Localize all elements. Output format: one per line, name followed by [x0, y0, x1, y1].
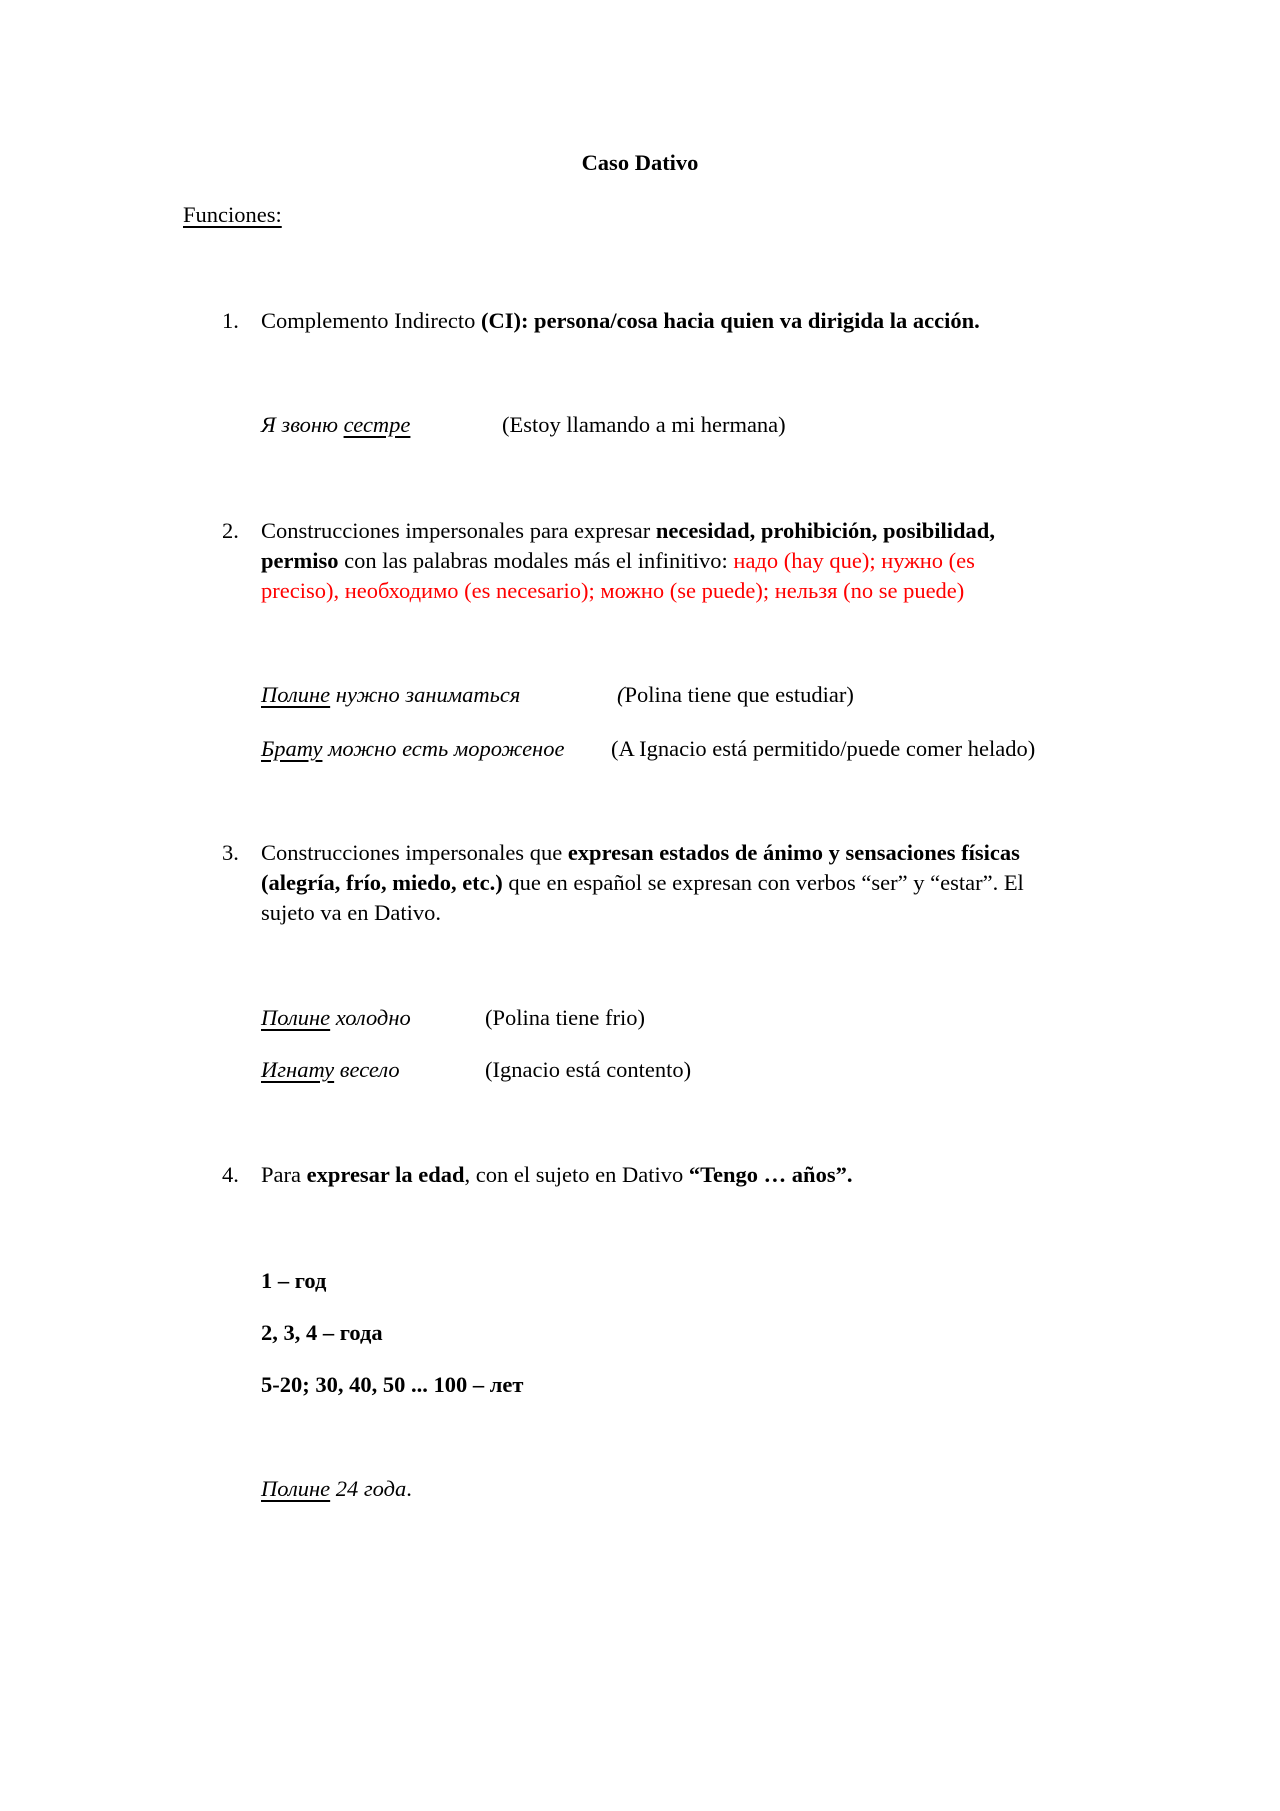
- example-3-1: [261, 1003, 411, 1033]
- item-3-line-2-plain: que en español se expresan con verbos “ser” y “estar”. El: [502, 870, 1024, 895]
- list-number-2: 2.: [222, 518, 239, 543]
- section-heading: Funciones:: [183, 202, 282, 227]
- example-2-1-translation: [617, 680, 854, 710]
- example-2-1-dative: Полине: [261, 682, 331, 707]
- example-4-1: [261, 1474, 412, 1504]
- list-number-1: 1.: [222, 308, 239, 333]
- item-2-line-2: [261, 546, 975, 576]
- example-4-1-dot: .: [406, 1476, 412, 1501]
- item-1-bold: (CI): persona/cosa hacia quien va dirigida la acción.: [480, 308, 980, 333]
- example-1-1: [261, 410, 410, 440]
- age-rule-3: 5-20; 30, 40, 50 ... 100 – лет: [261, 1372, 524, 1397]
- item-1-text: [261, 306, 980, 336]
- example-2-2-rest: можно есть мороженое: [322, 736, 565, 761]
- item-4-text: [261, 1160, 852, 1190]
- example-2-2-translation: (A Ignacio está permitido/puede comer helado): [611, 736, 1036, 761]
- item-1-plain: Complemento Indirecto: [261, 308, 481, 333]
- example-2-1-paren: (: [617, 682, 625, 707]
- item-3-line-2-bold: (alegría, frío, miedo, etc.): [261, 870, 503, 895]
- item-3-line-1-plain: Construcciones impersonales que: [261, 840, 568, 865]
- example-2-1: [261, 680, 520, 710]
- example-2-1-rest: нужно заниматься: [330, 682, 521, 707]
- example-4-1-dative: Полине: [261, 1476, 331, 1501]
- example-3-2-dative: Игнату: [261, 1057, 335, 1082]
- age-rule-2: 2, 3, 4 – года: [261, 1320, 383, 1345]
- example-3-1-translation: (Polina tiene frio): [485, 1005, 645, 1030]
- example-1-1-dative: сестре: [343, 412, 411, 437]
- item-2-line-2-bold: permiso: [261, 548, 339, 573]
- item-2-line-3-modals: preciso), необходимо (es necesario); можно (se puede); нельзя (no se puede): [261, 578, 965, 603]
- example-2-2-dative: Брату: [261, 736, 323, 761]
- item-4-bold-2: “Tengo … años”.: [688, 1162, 853, 1187]
- age-rule-1: 1 – год: [261, 1268, 327, 1293]
- list-number-4: 4.: [222, 1162, 239, 1187]
- item-2-line-2-modals: надо (hay que); нужно (es: [733, 548, 975, 573]
- item-3-line-1-bold: expresan estados de ánimo y sensaciones físicas: [567, 840, 1020, 865]
- item-4-mid: , con el sujeto en Dativo: [464, 1162, 689, 1187]
- list-number-3: 3.: [222, 840, 239, 865]
- item-4-pre: Para: [261, 1162, 307, 1187]
- example-3-2-translation: (Ignacio está contento): [485, 1057, 692, 1082]
- item-2-line-1-bold: necesidad, prohibición, posibilidad,: [655, 518, 995, 543]
- item-2-line-1-plain: Construcciones impersonales para expresar: [261, 518, 656, 543]
- example-1-1-prefix: Я звоню: [261, 412, 344, 437]
- example-2-1-translation-text: Polina tiene que estudiar): [624, 682, 854, 707]
- item-3-line-1: [261, 838, 1020, 868]
- example-3-2-rest: весело: [334, 1057, 400, 1082]
- example-1-1-translation: (Estoy llamando a mi hermana): [502, 412, 786, 437]
- example-3-1-rest: холодно: [330, 1005, 411, 1030]
- item-3-line-3: sujeto va en Dativo.: [261, 900, 441, 925]
- page-title: Caso Dativo: [581, 150, 699, 175]
- item-3-line-2: [261, 868, 1024, 898]
- item-4-bold-1: expresar la edad: [306, 1162, 465, 1187]
- example-2-2: [261, 734, 564, 764]
- item-2-line-2-plain: con las palabras modales más el infinitivo:: [338, 548, 734, 573]
- example-3-1-dative: Полине: [261, 1005, 331, 1030]
- example-4-1-rest: 24 года: [330, 1476, 407, 1501]
- example-3-2: [261, 1055, 400, 1085]
- item-2-line-1: [261, 516, 995, 546]
